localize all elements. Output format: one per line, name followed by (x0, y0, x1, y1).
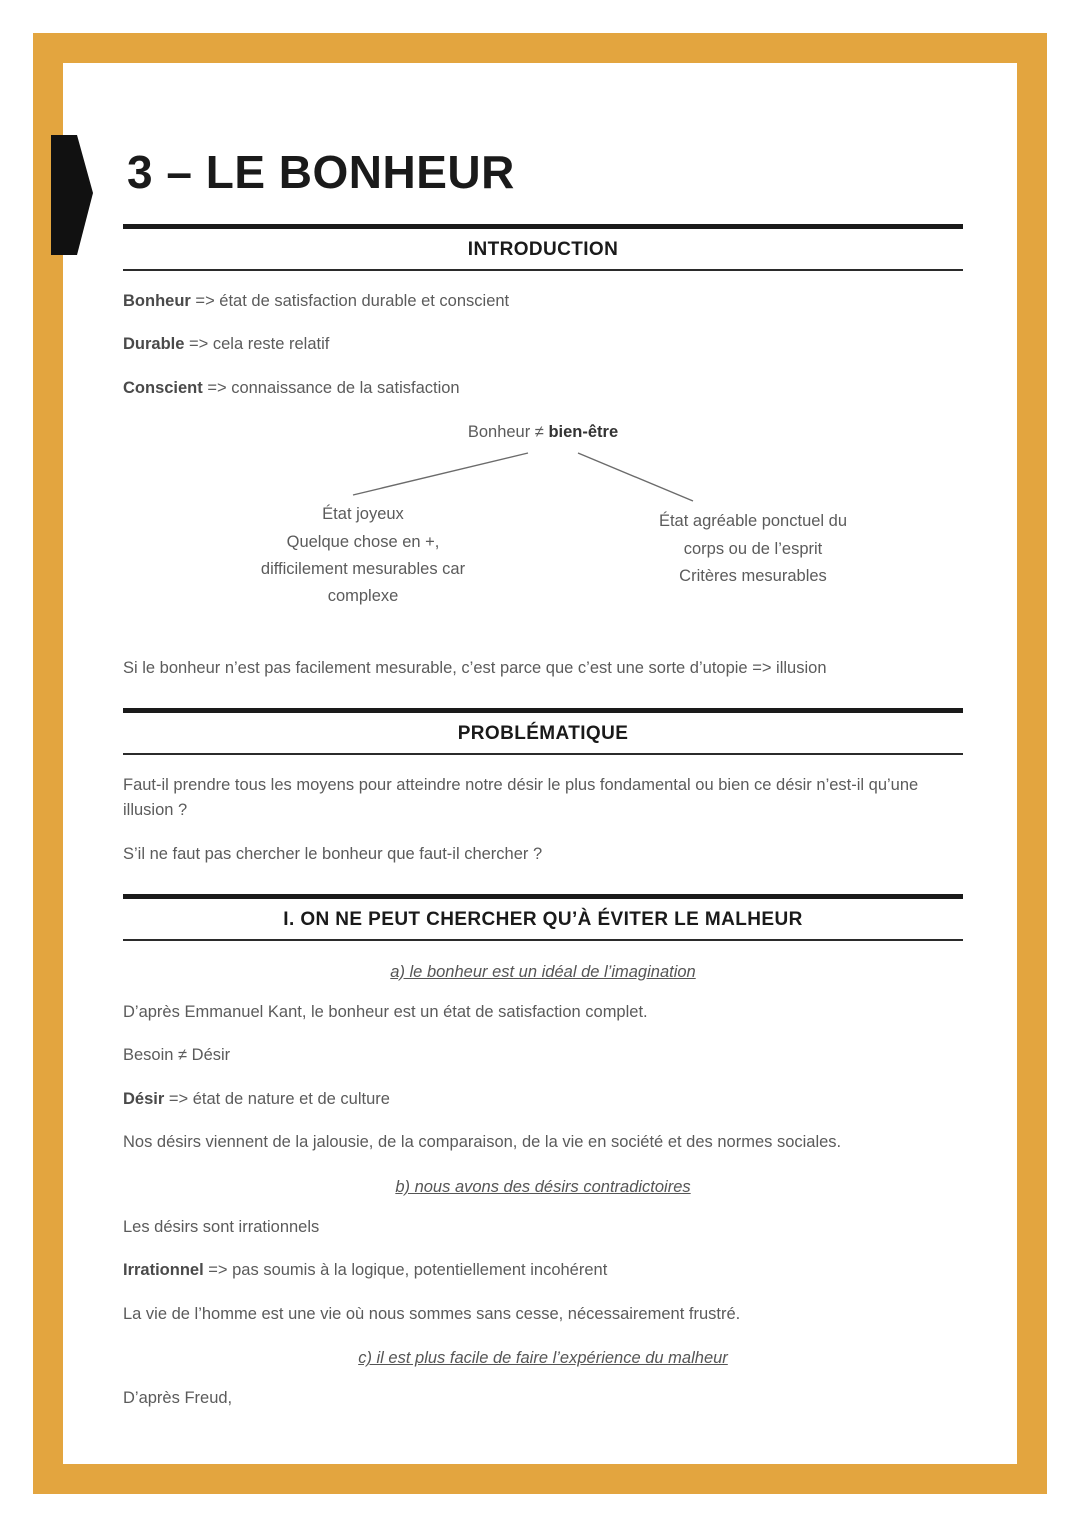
sub-c-paragraph-1: D’après Freud, (123, 1389, 233, 1408)
leaf-left-line-3: difficilement mesurables car (260, 559, 466, 578)
introduction-closing: Si le bonheur n’est pas facilement mesurable, c’est parce que c’est une sorte d’utopie => illusion (123, 659, 827, 678)
problematique-question-1: Faut-il prendre tous les moyens pour atteindre notre désir le plus fondamental ou bien ce désir n’est-il qu’une illusion ? (123, 775, 919, 820)
rule-thin (123, 753, 963, 755)
definition-durable (123, 332, 963, 358)
definition-bonheur (123, 289, 963, 315)
section-title-introduction: INTRODUCTION (467, 238, 619, 260)
page-sheet (63, 63, 1017, 1464)
concept-map-leaf-left (218, 501, 508, 610)
subsection-title-a: a) le bonheur est un idéal de l’imagination (390, 962, 696, 981)
term-bonheur: Bonheur (123, 291, 191, 310)
section-title-problematique: PROBLÉMATIQUE (457, 722, 629, 744)
leaf-left-line-1: État joyeux (322, 505, 404, 524)
sub-b-paragraph-1: Les désirs sont irrationnels (123, 1217, 320, 1236)
term-durable: Durable (123, 335, 185, 354)
sub-a-paragraph-3-text: => état de nature et de culture (164, 1089, 390, 1108)
concept-map (123, 423, 963, 638)
leaf-right-line-2: corps ou de l’esprit (683, 539, 823, 558)
sub-b-paragraph-2 (123, 1258, 963, 1284)
page-title: 3 – LE BONHEUR (127, 146, 515, 198)
rule-thin (123, 269, 963, 271)
leaf-right-line-3: Critères mesurables (679, 566, 827, 585)
section-title-part-one: I. ON NE PEUT CHERCHER QU’À ÉVITER LE MALHEUR (283, 908, 803, 930)
definition-bonheur-text: => état de satisfaction durable et conscient (190, 291, 510, 310)
leaf-left-line-2: Quelque chose en +, (286, 532, 440, 551)
definition-conscient (123, 376, 963, 402)
definition-conscient-text: => connaissance de la satisfaction (202, 378, 460, 397)
term-irrationnel: Irrationnel (123, 1261, 204, 1280)
section-header-part-one (123, 894, 963, 941)
sub-a-paragraph-1: D’après Emmanuel Kant, le bonheur est un état de satisfaction complet. (123, 1002, 648, 1021)
document-content (123, 63, 963, 1412)
term-conscient: Conscient (123, 378, 203, 397)
sub-b-paragraph-2-text: => pas soumis à la logique, potentiellement incohérent (203, 1261, 608, 1280)
concept-map-root-prefix: Bonheur ≠ (467, 423, 549, 442)
concept-map-leaf-right (603, 508, 903, 590)
problematique-question-2: S’il ne faut pas chercher le bonheur que faut-il chercher ? (123, 844, 543, 863)
sub-a-paragraph-3 (123, 1087, 963, 1113)
term-desir: Désir (123, 1089, 165, 1108)
leaf-left-line-4: complexe (327, 586, 399, 605)
sub-a-paragraph-4: Nos désirs viennent de la jalousie, de la comparaison, de la vie en société et des normes sociales. (123, 1133, 842, 1152)
subsection-title-c: c) il est plus facile de faire l’expérience du malheur (358, 1349, 728, 1368)
section-header-introduction (123, 224, 963, 271)
leaf-right-line-1: État agréable ponctuel du (658, 512, 848, 531)
section-header-problematique (123, 708, 963, 755)
rule-thin (123, 939, 963, 941)
sub-a-paragraph-2: Besoin ≠ Désir (123, 1046, 231, 1065)
page-border-frame (33, 33, 1047, 1494)
sub-b-paragraph-3: La vie de l’homme est une vie où nous sommes sans cesse, nécessairement frustré. (123, 1304, 741, 1323)
subsection-title-b: b) nous avons des désirs contradictoires (395, 1177, 691, 1196)
concept-map-root-bold: bien-être (548, 423, 619, 442)
title-flag-icon (51, 135, 93, 255)
definition-durable-text: => cela reste relatif (184, 335, 330, 354)
